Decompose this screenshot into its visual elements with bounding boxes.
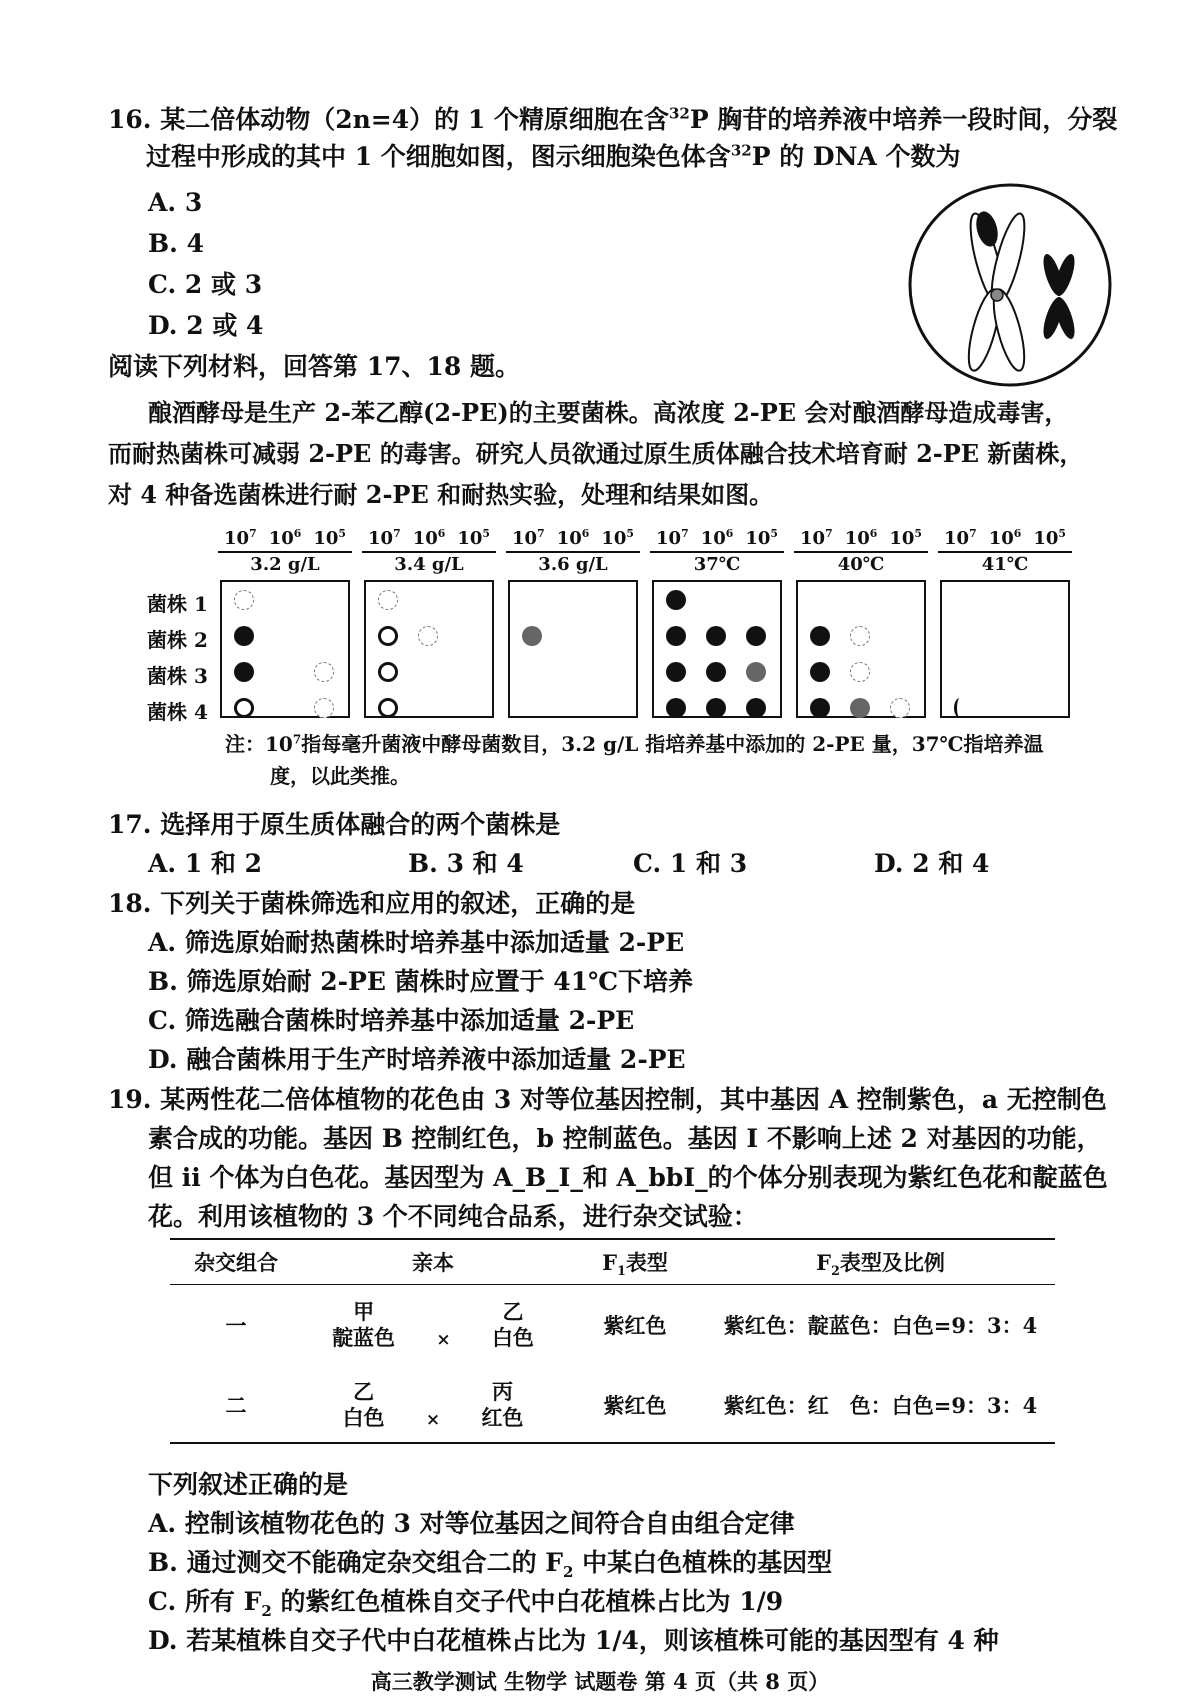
page-footer: 高三教学测试 生物学 试题卷 第 4 页（共 8 页）: [370, 1669, 830, 1694]
q17-opt-c-letter: C.: [633, 849, 662, 878]
colony-spot: [850, 662, 870, 682]
q18-stem: [108, 887, 635, 921]
colony-spot: [418, 626, 438, 646]
q19-opt-a-letter: A.: [148, 1509, 177, 1538]
colony-spot: [234, 590, 254, 610]
colony-spot: [706, 662, 726, 682]
panel-header-4: [650, 528, 784, 575]
q17-opt-d-text: 2 和 4: [912, 849, 990, 878]
dilution-exponent: 7: [249, 527, 257, 540]
q18-opt-b-text: 筛选原始耐 2-PE 菌株时应置于 41℃下培养: [186, 967, 694, 996]
q18-opt-a-text: 筛选原始耐热菌株时培养基中添加适量 2-PE: [184, 928, 685, 957]
dilution-label: $10^7$: [800, 527, 833, 549]
dilution-label: $10^7$: [944, 527, 977, 549]
row1-parent2: [492, 1299, 534, 1351]
table-row: [170, 1365, 1055, 1445]
q18-opt-d-text: 融合菌株用于生产时培养液中添加适量 2-PE: [186, 1045, 686, 1074]
colony-spot: [234, 698, 254, 718]
note-part-b: 指每毫升菌液中酵母菌数目，3.2 g/L 指培养基中添加的 2-PE 量，37℃指培养温: [301, 732, 1044, 756]
dilution-exponent: 6: [869, 527, 878, 540]
dilution-label: $10^6$: [844, 527, 878, 549]
q17-number: 17.: [108, 810, 152, 839]
q16-text-2: 过程中形成的其中 1 个细胞如图，图示细胞染色体含: [146, 142, 731, 171]
dilution-labels: [362, 528, 496, 553]
row1-f2: 紫红色：靛蓝色：白色=9：3：4: [723, 1313, 1038, 1338]
dilution-label: $10^5$: [457, 527, 490, 549]
material-p1: 酿酒酵母是生产 2-苯乙醇(2-PE)的主要菌株。高浓度 2-PE 会对酿酒酵母造成毒害，: [148, 398, 1069, 427]
dilution-exponent: 5: [338, 527, 346, 540]
colony-spot: [810, 698, 830, 718]
panel-header-6: [938, 528, 1072, 575]
dilution-label: $10^7$: [224, 527, 257, 549]
q18-opt-b-letter: B.: [148, 967, 178, 996]
dilution-label: $10^5$: [745, 527, 778, 549]
q18-option-a[interactable]: [148, 926, 684, 960]
q16-number: 16.: [108, 105, 152, 134]
dilution-exponent: 5: [482, 527, 490, 540]
dilution-label: $10^6$: [556, 527, 590, 549]
q18-option-d[interactable]: [148, 1043, 686, 1077]
q16-option-c[interactable]: [148, 268, 262, 302]
q16-text-1: 某二倍体动物（2n=4）的 1 个精原细胞在含: [160, 105, 669, 134]
cross-table: [170, 1240, 1055, 1445]
dilution-exponent: 6: [725, 527, 734, 540]
row1-group: 一: [225, 1313, 247, 1338]
dilution-labels: [650, 528, 784, 553]
colony-spot: [746, 662, 766, 682]
colony-spot: [314, 698, 334, 718]
q19-option-b[interactable]: [148, 1546, 832, 1580]
q18-option-c[interactable]: [148, 1004, 634, 1038]
dilution-exponent: 5: [770, 527, 778, 540]
colony-spot: [666, 662, 686, 682]
dilution-labels: [794, 528, 928, 553]
q17-option-a[interactable]: [148, 847, 262, 881]
row1-p2-name: 乙: [502, 1299, 524, 1324]
colony-spot: [234, 626, 254, 646]
q18-number: 18.: [108, 889, 152, 918]
material-p2: 而耐热菌株可减弱 2-PE 的毒害。研究人员欲通过原生质体融合技术培育耐 2-PE 新菌株，: [108, 439, 1084, 468]
q16-isotope-sup-2: 32: [730, 141, 752, 160]
row2-parent1: [343, 1379, 385, 1431]
table-row: [170, 1285, 1055, 1366]
dilution-labels: [506, 528, 640, 553]
dilution-exponent: 7: [825, 527, 833, 540]
colony-spot: [378, 590, 398, 610]
header-f1-sub: 1: [617, 1263, 626, 1279]
row2-f1: 紫红色: [603, 1393, 667, 1418]
material-p3: 对 4 种备选菌株进行耐 2-PE 和耐热实验，处理和结果如图。: [108, 480, 774, 509]
strain-label-4: 菌株 4: [147, 700, 208, 724]
row1-p2-color: 白色: [491, 1325, 534, 1350]
header-f1-f: F: [602, 1250, 618, 1275]
q19-opt-c-letter: C.: [148, 1587, 177, 1616]
q19-option-d[interactable]: [148, 1624, 999, 1658]
colony-spot: [666, 698, 686, 718]
q16-opt-b-text: 4: [186, 229, 204, 258]
row1-parents: [302, 1285, 564, 1366]
strain-label-1: 菌株 1: [147, 592, 208, 616]
q16-isotope-sup: 32: [668, 104, 690, 123]
dilution-exponent: 7: [681, 527, 689, 540]
table-bottom-rule: [170, 1442, 1055, 1444]
q19-line4: 花。利用该植物的 3 个不同纯合品系，进行杂交试验：: [148, 1202, 758, 1231]
dilution-exponent: 6: [1013, 527, 1022, 540]
q17-opt-a-text: 1 和 2: [184, 849, 263, 878]
q19-opt-a-text: 控制该植物花色的 3 对等位基因之间符合自由组合定律: [184, 1509, 795, 1538]
q18-option-b[interactable]: [148, 965, 693, 999]
header-f2-rest: 表型及比例: [839, 1250, 945, 1275]
dilution-exponent: 5: [914, 527, 922, 540]
row1-p1-color: 靛蓝色: [332, 1325, 396, 1350]
q17-opt-b-text: 3 和 4: [446, 849, 524, 878]
note-sup: 7: [292, 732, 302, 747]
dilution-labels: [938, 528, 1072, 553]
q19-opt-d-text: 若某植株自交子代中白花植株占比为 1/4，则该植株可能的基因型有 4 种: [186, 1626, 999, 1655]
q17-stem: [108, 808, 560, 842]
q17-option-c[interactable]: [633, 847, 747, 881]
dilution-exponent: 6: [581, 527, 590, 540]
colony-spot: [746, 626, 766, 646]
q19-option-a[interactable]: [148, 1507, 795, 1541]
header-f1: [564, 1240, 706, 1285]
panel-condition: 3.6 g/L: [538, 554, 608, 575]
panel-header-1: [218, 528, 352, 575]
colony-spot: [890, 698, 910, 718]
dilution-label: $10^5$: [1033, 527, 1066, 549]
q16-line1: [108, 103, 1117, 137]
q19-opt-c-sub: 2: [261, 1602, 272, 1620]
culture-panel-3: [508, 580, 638, 718]
q17-option-d[interactable]: [874, 847, 989, 881]
row2-p2-color: 红色: [481, 1405, 524, 1430]
q19-number: 19.: [108, 1085, 152, 1114]
q16-opt-a-text: 3: [184, 188, 203, 217]
dilution-label: $10^5$: [889, 527, 922, 549]
colony-spot: [746, 698, 766, 718]
dilution-label: $10^7$: [512, 527, 545, 549]
header-f2-f: F: [816, 1250, 832, 1275]
dilution-exponent: 5: [626, 527, 634, 540]
q17-opt-a-letter: A.: [148, 849, 177, 878]
dilution-labels: [218, 528, 352, 553]
panel-header-2: [362, 528, 496, 575]
panel-condition: 40℃: [837, 554, 885, 575]
q16-option-d[interactable]: [148, 309, 263, 343]
colony-spot: [666, 626, 686, 646]
dilution-exponent: 6: [293, 527, 302, 540]
dilution-label: $10^5$: [313, 527, 346, 549]
q18-opt-c-text: 筛选融合菌株时培养基中添加适量 2-PE: [184, 1006, 635, 1035]
dilution-exponent: 7: [393, 527, 401, 540]
dilution-label: $10^6$: [268, 527, 302, 549]
dilution-label: $10^7$: [656, 527, 689, 549]
note-part-a: 注：10: [225, 732, 293, 756]
table-header-row: [170, 1240, 1055, 1285]
row2-parent2: [481, 1379, 523, 1431]
header-group: 杂交组合: [170, 1240, 302, 1285]
panel-condition: 37℃: [693, 554, 741, 575]
q19-line3: 但 ii 个体为白色花。基因型为 A_B_I_和 A_bbI_的个体分别表现为紫红色花和靛蓝色: [148, 1163, 1108, 1192]
q16-opt-d-letter: D.: [148, 311, 178, 340]
q17-opt-b-letter: B.: [408, 849, 438, 878]
dilution-exponent: 5: [1058, 527, 1066, 540]
colony-spot: [850, 698, 870, 718]
q18-opt-d-letter: D.: [148, 1045, 178, 1074]
panel-condition: 41℃: [981, 554, 1029, 575]
q19-ask: 下列叙述正确的是: [148, 1470, 349, 1499]
q17-option-b[interactable]: [408, 847, 524, 881]
row1-p1-name: 甲: [353, 1299, 375, 1324]
colony-spot: [954, 698, 966, 718]
colony-spot: [522, 626, 542, 646]
dilution-exponent: 7: [969, 527, 977, 540]
strain-label-2: 菌株 2: [147, 628, 208, 652]
q16-option-b[interactable]: [148, 227, 204, 261]
colony-spot: [314, 662, 334, 682]
colony-spot: [850, 626, 870, 646]
q16-text-1b: P 胸苷的培养液中培养一段时间，分裂: [689, 105, 1118, 134]
strain-label-3: 菌株 3: [147, 664, 208, 688]
colony-spot: [810, 662, 830, 682]
q16-opt-a-letter: A.: [148, 188, 177, 217]
dilution-label: $10^6$: [988, 527, 1022, 549]
q16-opt-c-letter: C.: [148, 270, 177, 299]
q19-opt-c-rest: 的紫红色植株自交子代中白花植株占比为 1/9: [271, 1587, 784, 1616]
q18-text: 下列关于菌株筛选和应用的叙述，正确的是: [160, 889, 636, 918]
q18-opt-a-letter: A.: [148, 928, 177, 957]
header-parents: 亲本: [302, 1240, 564, 1285]
q16-text-2b: P 的 DNA 个数为: [751, 142, 961, 171]
q19-opt-c-text: 所有 F: [184, 1587, 262, 1616]
row2-p1-color: 白色: [342, 1405, 385, 1430]
panel-header-3: [506, 528, 640, 575]
colony-spot: [378, 626, 398, 646]
row2-parents: [302, 1365, 564, 1445]
colony-spot: [810, 626, 830, 646]
q19-opt-b-letter: B.: [148, 1548, 178, 1577]
q16-opt-d-text: 2 或 4: [186, 311, 264, 340]
panel-header-5: [794, 528, 928, 575]
q19-line2: 素合成的功能。基因 B 控制红色，b 控制蓝色。基因 I 不影响上述 2 对基因的功能，: [148, 1124, 1102, 1153]
row1-parent1: [332, 1299, 395, 1351]
material-intro: 阅读下列材料，回答第 17、18 题。: [108, 352, 520, 381]
large-chromosome-pair: [963, 209, 1032, 373]
dilution-label: $10^5$: [601, 527, 634, 549]
row2-p2-name: 丙: [491, 1379, 513, 1404]
dilution-label: $10^6$: [412, 527, 446, 549]
q19-opt-b-rest: 中某白色植株的基因型: [573, 1548, 833, 1577]
q19-opt-b-sub: 2: [563, 1563, 574, 1581]
dilution-exponent: 7: [537, 527, 545, 540]
figure-note-line2: 度，以此类推。: [270, 764, 410, 788]
q16-opt-b-letter: B.: [148, 229, 178, 258]
q19-opt-b-text: 通过测交不能确定杂交组合二的 F: [186, 1548, 564, 1577]
colony-spot: [378, 698, 398, 718]
colony-spot: [706, 626, 726, 646]
row2-p1-name: 乙: [353, 1379, 375, 1404]
header-f1-rest: 表型: [625, 1250, 668, 1275]
q16-line2: [146, 140, 961, 174]
q19-opt-d-letter: D.: [148, 1626, 178, 1655]
q16-option-a[interactable]: [148, 186, 202, 220]
row2-group: 二: [225, 1393, 247, 1418]
header-f2: [706, 1240, 1055, 1285]
row2-f2: 紫红色：红 色：白色=9：3：4: [723, 1393, 1038, 1418]
q19-line1: [108, 1083, 1107, 1117]
row2-cross: ×: [425, 1410, 441, 1430]
q16-opt-c-text: 2 或 3: [184, 270, 263, 299]
q18-opt-c-letter: C.: [148, 1006, 177, 1035]
panel-condition: 3.2 g/L: [250, 554, 320, 575]
colony-spot: [706, 698, 726, 718]
q19-option-c[interactable]: [148, 1585, 783, 1619]
colony-spot: [234, 662, 254, 682]
header-f2-sub: 2: [831, 1263, 840, 1279]
dilution-label: $10^7$: [368, 527, 401, 549]
dilution-label: $10^6$: [700, 527, 734, 549]
q17-opt-c-text: 1 和 3: [669, 849, 748, 878]
q17-opt-d-letter: D.: [874, 849, 904, 878]
q19-text-1: 某两性花二倍体植物的花色由 3 对等位基因控制，其中基因 A 控制紫色，a 无控制色: [160, 1085, 1107, 1114]
row1-f1: 紫红色: [603, 1313, 667, 1338]
cell-diagram: [905, 180, 1115, 390]
colony-spot: [666, 590, 686, 610]
q17-text: 选择用于原生质体融合的两个菌株是: [160, 810, 561, 839]
figure-note: [225, 728, 1044, 757]
colony-spot: [378, 662, 398, 682]
dilution-exponent: 6: [437, 527, 446, 540]
panel-condition: 3.4 g/L: [394, 554, 464, 575]
small-chromosome-pair: [1040, 252, 1079, 341]
row1-cross: ×: [436, 1330, 451, 1350]
